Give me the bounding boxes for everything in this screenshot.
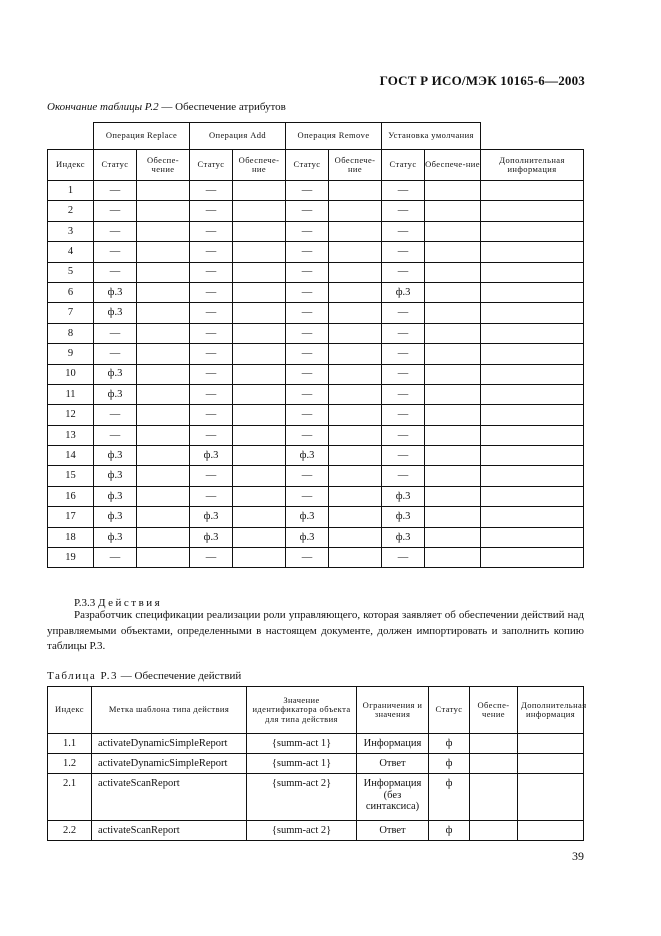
table-cell bbox=[425, 384, 481, 404]
table1-caption-italic: Окончание таблицы Р.2 bbox=[47, 101, 159, 113]
table-row bbox=[48, 282, 584, 302]
table-cell: — bbox=[382, 221, 425, 241]
table-cell: — bbox=[190, 282, 233, 302]
table-cell bbox=[481, 282, 584, 302]
table-cell: Информация bbox=[357, 734, 429, 754]
table-cell: ф.3 bbox=[94, 303, 137, 323]
table-cell: ф.3 bbox=[190, 446, 233, 466]
table-cell bbox=[425, 201, 481, 221]
table-cell bbox=[329, 548, 382, 568]
table-cell: — bbox=[94, 242, 137, 262]
attributes-table bbox=[47, 122, 584, 568]
table-cell: — bbox=[382, 548, 425, 568]
table-cell bbox=[470, 754, 518, 774]
table-cell: — bbox=[286, 466, 329, 486]
table-cell bbox=[425, 181, 481, 201]
table-cell: — bbox=[190, 364, 233, 384]
table-cell: — bbox=[190, 262, 233, 282]
col-support: Обеспече-ние bbox=[425, 150, 481, 181]
table-cell bbox=[425, 221, 481, 241]
table-cell: 9 bbox=[48, 344, 94, 364]
table-row bbox=[48, 527, 584, 547]
table-cell bbox=[233, 507, 286, 527]
table-row bbox=[48, 446, 584, 466]
table-cell: — bbox=[94, 405, 137, 425]
table-cell bbox=[233, 364, 286, 384]
col-support: Обеспе-чение bbox=[470, 687, 518, 734]
table-cell: — bbox=[190, 405, 233, 425]
table-cell: ф.3 bbox=[286, 527, 329, 547]
table-cell bbox=[137, 548, 190, 568]
table-cell bbox=[425, 303, 481, 323]
table-cell: 1.1 bbox=[48, 734, 92, 754]
table-cell bbox=[233, 303, 286, 323]
table-cell bbox=[233, 425, 286, 445]
table-cell bbox=[329, 486, 382, 506]
table-cell: 1.2 bbox=[48, 754, 92, 774]
table-cell bbox=[481, 384, 584, 404]
table-cell: ф.3 bbox=[94, 384, 137, 404]
table-cell: — bbox=[94, 221, 137, 241]
col-additional-info: Дополнительная информация bbox=[518, 687, 584, 734]
table-cell: activateScanReport bbox=[92, 774, 247, 821]
table-cell: — bbox=[190, 221, 233, 241]
table-cell: — bbox=[190, 466, 233, 486]
table-cell: — bbox=[94, 344, 137, 364]
table-cell bbox=[425, 344, 481, 364]
table-cell bbox=[329, 201, 382, 221]
table-cell: 4 bbox=[48, 242, 94, 262]
table-cell: — bbox=[382, 201, 425, 221]
table-cell: — bbox=[94, 323, 137, 343]
table-cell: — bbox=[286, 548, 329, 568]
col-support: Обеспече-ние bbox=[233, 150, 286, 181]
table-cell: — bbox=[190, 548, 233, 568]
table-cell: ф bbox=[429, 754, 470, 774]
table-cell bbox=[329, 282, 382, 302]
table-cell: ф.3 bbox=[94, 446, 137, 466]
table-cell: — bbox=[286, 181, 329, 201]
table-cell bbox=[329, 384, 382, 404]
table-cell: 11 bbox=[48, 384, 94, 404]
col-object-id: Значение идентификатора объекта для типа действия bbox=[247, 687, 357, 734]
table-cell: — bbox=[382, 262, 425, 282]
table-cell: 2 bbox=[48, 201, 94, 221]
table-cell bbox=[137, 405, 190, 425]
table-cell: 16 bbox=[48, 486, 94, 506]
table-cell: 8 bbox=[48, 323, 94, 343]
table-cell bbox=[518, 821, 584, 841]
table-cell: 1 bbox=[48, 181, 94, 201]
table-cell bbox=[233, 262, 286, 282]
table-cell bbox=[233, 384, 286, 404]
table-cell bbox=[329, 364, 382, 384]
table-cell: — bbox=[286, 221, 329, 241]
table-row bbox=[48, 364, 584, 384]
table-row bbox=[48, 242, 584, 262]
table-cell: 14 bbox=[48, 446, 94, 466]
table-cell: 2.1 bbox=[48, 774, 92, 821]
table-row bbox=[48, 821, 584, 841]
table-cell bbox=[137, 446, 190, 466]
table-cell: {summ-act 2} bbox=[247, 821, 357, 841]
table-row bbox=[48, 221, 584, 241]
table-cell bbox=[481, 323, 584, 343]
table-row bbox=[48, 323, 584, 343]
table-cell: — bbox=[382, 425, 425, 445]
table-row bbox=[48, 384, 584, 404]
table-cell: Информация (без синтаксиса) bbox=[357, 774, 429, 821]
table-cell bbox=[470, 734, 518, 754]
table-cell: ф.3 bbox=[382, 527, 425, 547]
table-row bbox=[48, 262, 584, 282]
table-cell bbox=[329, 527, 382, 547]
table-cell: — bbox=[286, 262, 329, 282]
table-cell bbox=[137, 466, 190, 486]
table-cell: activateDynamicSimpleReport bbox=[92, 734, 247, 754]
table-cell: — bbox=[382, 364, 425, 384]
table-cell bbox=[425, 446, 481, 466]
col-constraints: Ограничения и значения bbox=[357, 687, 429, 734]
table-cell: ф bbox=[429, 734, 470, 754]
table-cell bbox=[470, 774, 518, 821]
col-status: Статус bbox=[190, 150, 233, 181]
table-cell bbox=[425, 262, 481, 282]
table-cell bbox=[137, 344, 190, 364]
table-cell: — bbox=[190, 425, 233, 445]
table-cell: ф.3 bbox=[382, 507, 425, 527]
group-replace: Операция Replace bbox=[94, 123, 190, 150]
table-cell: ф.3 bbox=[382, 282, 425, 302]
table-cell bbox=[481, 364, 584, 384]
table-cell bbox=[481, 181, 584, 201]
table1-body bbox=[48, 181, 584, 568]
table-cell: — bbox=[382, 242, 425, 262]
table-cell bbox=[481, 405, 584, 425]
table-cell bbox=[425, 486, 481, 506]
table-cell bbox=[518, 774, 584, 821]
table-cell bbox=[233, 242, 286, 262]
table-cell: activateScanReport bbox=[92, 821, 247, 841]
table-cell bbox=[137, 201, 190, 221]
table-cell bbox=[137, 364, 190, 384]
table-cell: activateDynamicSimpleReport bbox=[92, 754, 247, 774]
table-cell bbox=[137, 262, 190, 282]
table-cell: ф.3 bbox=[286, 446, 329, 466]
table-cell bbox=[425, 425, 481, 445]
table-cell: 10 bbox=[48, 364, 94, 384]
col-template-label: Метка шаблона типа действия bbox=[92, 687, 247, 734]
table-cell: — bbox=[94, 181, 137, 201]
group-default: Установка умолчания bbox=[382, 123, 481, 150]
col-status: Статус bbox=[286, 150, 329, 181]
table-cell bbox=[137, 486, 190, 506]
table-cell: — bbox=[94, 201, 137, 221]
table-cell: 2.2 bbox=[48, 821, 92, 841]
table2-body bbox=[48, 734, 584, 841]
table-cell: 13 bbox=[48, 425, 94, 445]
table-cell: {summ-act 2} bbox=[247, 774, 357, 821]
table-row bbox=[48, 405, 584, 425]
table-cell bbox=[481, 446, 584, 466]
table-cell: ф.3 bbox=[94, 466, 137, 486]
table-cell: — bbox=[286, 282, 329, 302]
table-cell: — bbox=[382, 446, 425, 466]
col-support: Обеспече-ние bbox=[329, 150, 382, 181]
table-cell: — bbox=[286, 344, 329, 364]
table-cell: — bbox=[382, 384, 425, 404]
table-row bbox=[48, 425, 584, 445]
col-status: Статус bbox=[382, 150, 425, 181]
table-cell: — bbox=[286, 384, 329, 404]
table-cell bbox=[481, 486, 584, 506]
table-cell bbox=[481, 201, 584, 221]
table-cell: — bbox=[190, 201, 233, 221]
table-cell bbox=[329, 242, 382, 262]
table-cell: — bbox=[382, 405, 425, 425]
table-row bbox=[48, 754, 584, 774]
table-cell bbox=[137, 384, 190, 404]
table-row bbox=[48, 774, 584, 821]
table-cell bbox=[329, 262, 382, 282]
table-cell bbox=[425, 323, 481, 343]
table1-caption bbox=[47, 101, 286, 113]
table-row bbox=[48, 734, 584, 754]
table-cell bbox=[137, 303, 190, 323]
table-cell: Ответ bbox=[357, 821, 429, 841]
table-cell: 17 bbox=[48, 507, 94, 527]
table-cell: — bbox=[286, 323, 329, 343]
table-row bbox=[48, 303, 584, 323]
table-cell: ф.3 bbox=[94, 364, 137, 384]
table-cell bbox=[233, 527, 286, 547]
table-cell: ф.3 bbox=[286, 507, 329, 527]
table-cell: — bbox=[286, 425, 329, 445]
table-cell bbox=[425, 466, 481, 486]
col-status: Статус bbox=[429, 687, 470, 734]
table-cell: — bbox=[286, 201, 329, 221]
group-remove: Операция Remove bbox=[286, 123, 382, 150]
table-cell bbox=[329, 323, 382, 343]
table-cell bbox=[233, 548, 286, 568]
table-cell bbox=[233, 181, 286, 201]
table-cell: 15 bbox=[48, 466, 94, 486]
table-cell: — bbox=[190, 181, 233, 201]
table-cell bbox=[329, 405, 382, 425]
table-cell bbox=[137, 181, 190, 201]
table-cell: Ответ bbox=[357, 754, 429, 774]
col-status: Статус bbox=[94, 150, 137, 181]
table-cell: — bbox=[190, 384, 233, 404]
table-cell bbox=[481, 221, 584, 241]
col-index: Индекс bbox=[48, 150, 94, 181]
table-cell bbox=[425, 242, 481, 262]
table-cell: ф.3 bbox=[382, 486, 425, 506]
table-cell bbox=[425, 548, 481, 568]
table-cell bbox=[329, 425, 382, 445]
table-cell: {summ-act 1} bbox=[247, 734, 357, 754]
col-additional-info: Дополнительная информация bbox=[481, 150, 584, 181]
table-cell bbox=[329, 446, 382, 466]
table1-column-header bbox=[48, 150, 584, 181]
table-cell: — bbox=[382, 466, 425, 486]
table1-caption-rest: — Обеспечение атрибутов bbox=[158, 101, 286, 113]
table-cell: ф.3 bbox=[94, 527, 137, 547]
table-row bbox=[48, 344, 584, 364]
table-cell bbox=[137, 425, 190, 445]
table-cell bbox=[329, 181, 382, 201]
table-cell bbox=[425, 364, 481, 384]
table-cell: 18 bbox=[48, 527, 94, 547]
table-cell: — bbox=[190, 242, 233, 262]
table-row bbox=[48, 201, 584, 221]
table-cell: — bbox=[382, 344, 425, 364]
document-header: ГОСТ Р ИСО/МЭК 10165-6—2003 bbox=[379, 73, 585, 88]
table-cell bbox=[233, 221, 286, 241]
table-cell: — bbox=[94, 425, 137, 445]
table-row bbox=[48, 486, 584, 506]
table-cell: — bbox=[382, 303, 425, 323]
table-cell: — bbox=[286, 364, 329, 384]
table-cell bbox=[233, 323, 286, 343]
table-cell: — bbox=[190, 323, 233, 343]
table1-group-header bbox=[48, 123, 584, 150]
table-row bbox=[48, 181, 584, 201]
table-cell bbox=[470, 821, 518, 841]
table-cell: ф bbox=[429, 774, 470, 821]
table-cell: 19 bbox=[48, 548, 94, 568]
actions-table bbox=[47, 686, 587, 841]
table2-header bbox=[48, 687, 584, 734]
table-cell: — bbox=[286, 486, 329, 506]
table-cell: — bbox=[286, 303, 329, 323]
table-cell: 7 bbox=[48, 303, 94, 323]
table-cell bbox=[137, 507, 190, 527]
group-add: Операция Add bbox=[190, 123, 286, 150]
table-cell: — bbox=[190, 344, 233, 364]
section-paragraph bbox=[47, 608, 584, 655]
table-cell bbox=[329, 466, 382, 486]
table-cell bbox=[329, 344, 382, 364]
table-cell bbox=[481, 262, 584, 282]
table2-caption-rest: — Обеспечение действий bbox=[118, 670, 242, 682]
table-cell bbox=[233, 486, 286, 506]
table-cell bbox=[233, 201, 286, 221]
table-cell: — bbox=[286, 242, 329, 262]
table-cell bbox=[518, 734, 584, 754]
table-cell bbox=[329, 303, 382, 323]
table-cell: — bbox=[286, 405, 329, 425]
table-cell bbox=[233, 405, 286, 425]
table-cell: — bbox=[382, 181, 425, 201]
table-cell bbox=[233, 344, 286, 364]
table-cell: ф bbox=[429, 821, 470, 841]
table-cell bbox=[137, 323, 190, 343]
table-cell: ф.3 bbox=[190, 507, 233, 527]
table-cell bbox=[233, 466, 286, 486]
page-number: 39 bbox=[572, 849, 584, 863]
table2-caption-spaced: Таблица Р.3 bbox=[47, 670, 119, 682]
table-cell: ф.3 bbox=[94, 282, 137, 302]
table-cell bbox=[137, 221, 190, 241]
table-cell bbox=[481, 548, 584, 568]
section-number: Р.3.3 bbox=[74, 597, 98, 609]
table-cell bbox=[425, 527, 481, 547]
table-cell bbox=[481, 303, 584, 323]
table-cell bbox=[481, 242, 584, 262]
paragraph-text: Разработчик спецификации реализации роли управляющего, которая заявляет об обеспечении действий над управляемыми объектами, определенными в настоящем документе, должен импортировать и заполнить копию таблицы Р.3. bbox=[47, 609, 584, 652]
table-cell: ф.3 bbox=[94, 507, 137, 527]
table-cell bbox=[233, 446, 286, 466]
table-cell: — bbox=[94, 262, 137, 282]
table-cell: ф.3 bbox=[94, 486, 137, 506]
col-index: Индекс bbox=[48, 687, 92, 734]
table-row bbox=[48, 507, 584, 527]
table-cell bbox=[329, 221, 382, 241]
table-cell: 6 bbox=[48, 282, 94, 302]
table-cell bbox=[481, 507, 584, 527]
section-title: Действия bbox=[98, 597, 163, 609]
table-cell bbox=[137, 242, 190, 262]
table-row bbox=[48, 548, 584, 568]
col-support: Обеспе-чение bbox=[137, 150, 190, 181]
table-cell bbox=[481, 425, 584, 445]
table-cell: — bbox=[190, 486, 233, 506]
table-cell: — bbox=[190, 303, 233, 323]
table-cell bbox=[425, 507, 481, 527]
table-cell bbox=[518, 754, 584, 774]
table-cell: 3 bbox=[48, 221, 94, 241]
table-cell: 5 bbox=[48, 262, 94, 282]
table-cell: {summ-act 1} bbox=[247, 754, 357, 774]
table-cell: ф.3 bbox=[190, 527, 233, 547]
table-cell: — bbox=[382, 323, 425, 343]
table-cell bbox=[137, 527, 190, 547]
table-cell bbox=[233, 282, 286, 302]
table-cell bbox=[481, 527, 584, 547]
table-cell: — bbox=[94, 548, 137, 568]
table-cell bbox=[137, 282, 190, 302]
table2-caption bbox=[47, 670, 241, 682]
table-cell bbox=[425, 282, 481, 302]
table-row bbox=[48, 466, 584, 486]
table-cell bbox=[425, 405, 481, 425]
table-cell bbox=[329, 507, 382, 527]
table-cell bbox=[481, 344, 584, 364]
table-cell bbox=[481, 466, 584, 486]
table-cell: 12 bbox=[48, 405, 94, 425]
